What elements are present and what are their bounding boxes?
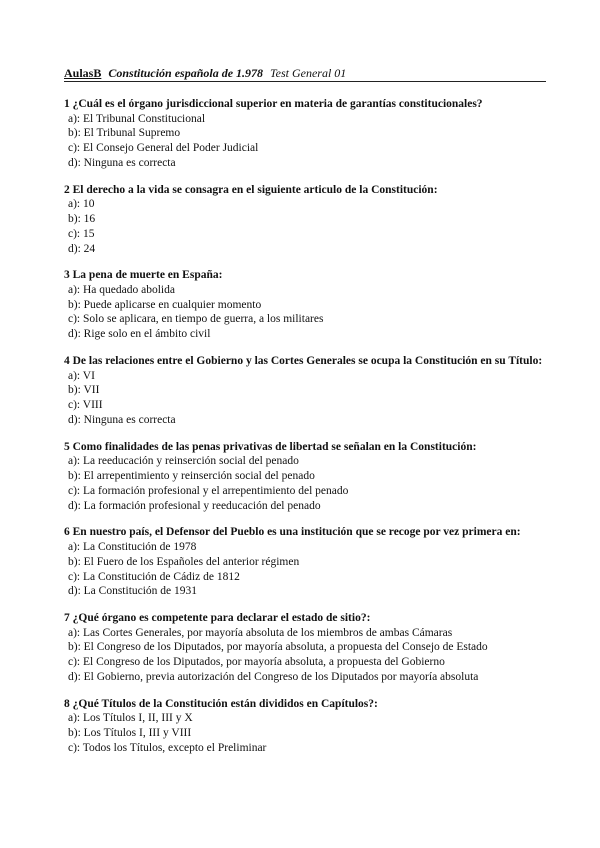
question-number: 5 (64, 440, 70, 453)
answer-option: b): 16 (68, 212, 96, 225)
question-7 (64, 611, 550, 685)
question-2 (64, 183, 550, 257)
question-number: 1 (64, 98, 70, 110)
answer-option: b): VII (68, 384, 100, 397)
answer-option: c): El Consejo General del Poder Judicial (68, 142, 259, 155)
answer-option: a): Las Cortes Generales, por mayoría absoluta de los miembros de ambas Cámaras (68, 626, 453, 639)
question-text (64, 183, 550, 198)
question-statement: ¿Cuál es el órgano jurisdiccional superior en materia de garantías constitucionales? (72, 98, 483, 110)
answer-option: a): La reeducación y reinserción social del penado (68, 455, 299, 468)
answer-options (64, 711, 550, 755)
question-number: 4 (64, 355, 70, 368)
answer-option: a): Ha quedado abolida (68, 283, 175, 296)
answer-option: d): La Constitución de 1931 (68, 585, 198, 598)
answer-options (64, 540, 550, 599)
answer-option: b): El Tribunal Supremo (68, 127, 181, 140)
question-5 (64, 440, 550, 514)
answer-option: b): Puede aplicarse en cualquier momento (68, 298, 262, 311)
question-statement: De las relaciones entre el Gobierno y las Cortes Generales se ocupa la Constitución en su Título: (72, 355, 543, 368)
question-text (64, 354, 550, 369)
answer-options (64, 112, 550, 171)
answer-options (64, 369, 550, 428)
question-text (64, 525, 550, 540)
question-8 (64, 697, 550, 756)
answer-option: b): Los Títulos I, III y VIII (68, 727, 192, 740)
answer-option: b): El Congreso de los Diputados, por mayoría absoluta, a propuesta del Consejo de Estado (68, 641, 488, 654)
header-title: Constitución española de 1.978 (108, 66, 264, 80)
answer-options (64, 197, 550, 256)
answer-option: d): El Gobierno, previa autorización del Congreso de los Diputados por mayoría absoluta (68, 671, 479, 684)
answer-option: d): Ninguna es correcta (68, 156, 176, 169)
answer-options (64, 283, 550, 342)
answer-option: d): 24 (68, 242, 96, 255)
question-text (64, 97, 550, 112)
page-header (64, 66, 546, 82)
question-3 (64, 268, 550, 342)
question-number: 3 (64, 269, 70, 282)
question-text (64, 697, 550, 712)
answer-option: b): El arrepentimiento y reinserción social del penado (68, 470, 315, 483)
answer-option: c): Solo se aplicara, en tiempo de guerra, a los militares (68, 313, 324, 326)
question-number: 2 (64, 183, 70, 196)
answer-option: c): Todos los Títulos, excepto el Preliminar (68, 741, 267, 754)
answer-option: d): Ninguna es correcta (68, 413, 176, 426)
answer-option: a): El Tribunal Constitucional (68, 112, 206, 125)
answer-option: c): La formación profesional y el arrepentimiento del penado (68, 484, 349, 497)
question-text (64, 268, 550, 283)
answer-option: d): Rige solo en el ámbito civil (68, 328, 211, 341)
question-statement: En nuestro país, el Defensor del Pueblo es una institución que se recoge por vez primera en: (72, 526, 521, 539)
answer-option: a): 10 (68, 198, 95, 211)
answer-options (64, 454, 550, 513)
answer-option: c): VIII (68, 399, 103, 412)
question-statement: ¿Qué órgano es competente para declarar el estado de sitio?: (72, 612, 371, 625)
question-text (64, 611, 550, 626)
question-number: 8 (64, 697, 70, 710)
question-statement: El derecho a la vida se consagra en el siguiente articulo de la Constitución: (72, 183, 438, 196)
question-1 (64, 97, 550, 171)
question-number: 6 (64, 526, 70, 539)
header-test-name: Test General 01 (270, 66, 347, 80)
answer-options (64, 626, 550, 685)
answer-option: b): El Fuero de los Españoles del anterior régimen (68, 555, 300, 568)
question-4 (64, 354, 550, 428)
question-text (64, 440, 550, 455)
answer-option: d): La formación profesional y reeducación del penado (68, 499, 321, 512)
question-statement: Como finalidades de las penas privativas de libertad se señalan en la Constitución: (72, 440, 477, 453)
answer-option: a): Los Títulos I, II, III y X (68, 712, 193, 725)
question-list (64, 97, 550, 768)
answer-option: c): El Congreso de los Diputados, por mayoría absoluta, a propuesta del Gobierno (68, 656, 445, 669)
question-number: 7 (64, 612, 70, 625)
answer-option: c): La Constitución de Cádiz de 1812 (68, 570, 240, 583)
question-statement: ¿Qué Títulos de la Constitución están divididos en Capítulos?: (72, 697, 378, 710)
header-brand: AulasB (64, 66, 102, 80)
answer-option: a): La Constitución de 1978 (68, 540, 197, 553)
question-statement: La pena de muerte en España: (72, 269, 223, 282)
question-6 (64, 525, 550, 599)
answer-option: a): VI (68, 369, 95, 382)
answer-option: c): 15 (68, 227, 95, 240)
